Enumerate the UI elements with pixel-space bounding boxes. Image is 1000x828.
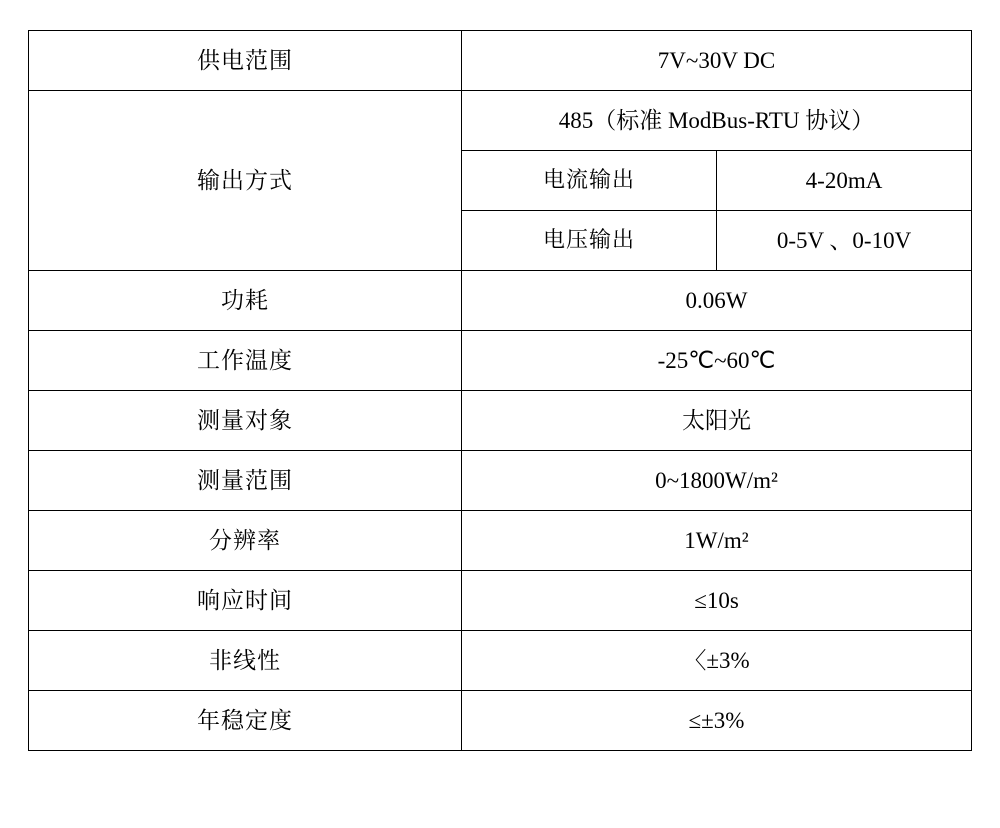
row-label: 工作温度 <box>29 331 462 391</box>
table-row <box>29 511 972 571</box>
table-row <box>29 91 972 151</box>
row-label: 输出方式 <box>29 91 462 271</box>
row-label: 分辨率 <box>29 511 462 571</box>
row-label: 响应时间 <box>29 571 462 631</box>
row-value: 0-5V 、0-10V <box>717 211 972 271</box>
row-sub-label: 电压输出 <box>462 211 717 271</box>
row-value: 〈±3% <box>462 631 972 691</box>
table-body <box>29 31 972 751</box>
row-label: 功耗 <box>29 271 462 331</box>
row-value: 7V~30V DC <box>462 31 972 91</box>
row-label: 测量范围 <box>29 451 462 511</box>
row-label: 年稳定度 <box>29 691 462 751</box>
row-label: 非线性 <box>29 631 462 691</box>
row-value: 485（标准 ModBus-RTU 协议） <box>462 91 972 151</box>
table-row <box>29 391 972 451</box>
row-value: 0.06W <box>462 271 972 331</box>
table-row <box>29 571 972 631</box>
row-value: -25℃~60℃ <box>462 331 972 391</box>
table-row <box>29 451 972 511</box>
row-label: 测量对象 <box>29 391 462 451</box>
row-value: 0~1800W/m² <box>462 451 972 511</box>
table-row <box>29 271 972 331</box>
row-value: 4-20mA <box>717 151 972 211</box>
row-value: 太阳光 <box>462 391 972 451</box>
row-value: 1W/m² <box>462 511 972 571</box>
table-row <box>29 691 972 751</box>
row-value: ≤10s <box>462 571 972 631</box>
table-row <box>29 31 972 91</box>
table-row <box>29 631 972 691</box>
table-row <box>29 331 972 391</box>
row-value: ≤±3% <box>462 691 972 751</box>
row-label: 供电范围 <box>29 31 462 91</box>
row-sub-label: 电流输出 <box>462 151 717 211</box>
specification-table <box>28 30 972 751</box>
